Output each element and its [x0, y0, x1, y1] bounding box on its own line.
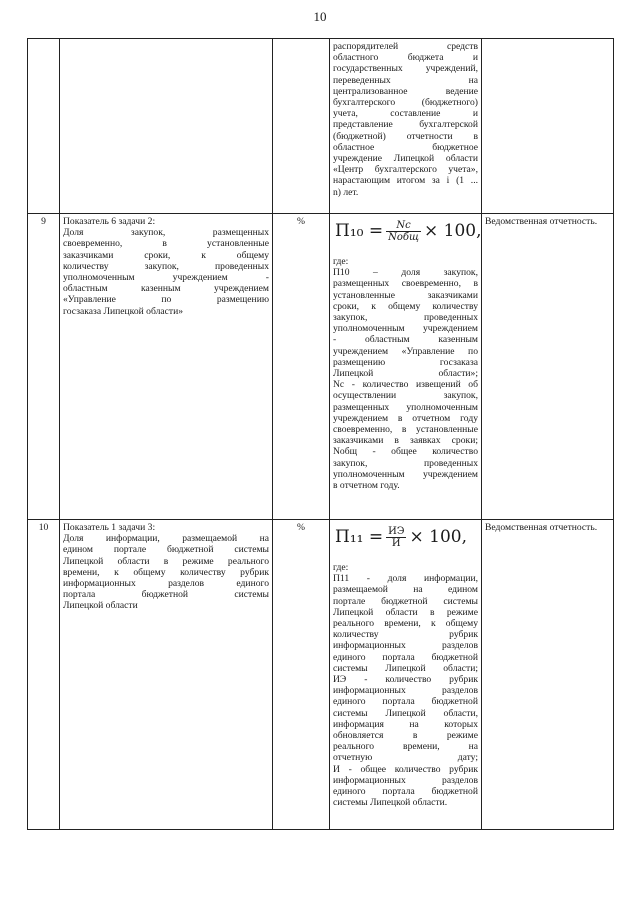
calculation-method-line: осуществлении закупок, [333, 390, 478, 402]
calculation-method-line: закупок, проведенных [333, 457, 478, 469]
indicators-table [27, 38, 614, 830]
indicator-name-line: Доля закупок, размещенных [63, 227, 269, 239]
indicator-name-line: портала бюджетной системы [63, 589, 269, 601]
calculation-method-line: системы Липецкой области, [333, 707, 478, 719]
calculation-method-line: информационных разделов [333, 685, 478, 697]
calculation-method-line: отчетную дату; [333, 752, 478, 764]
calculation-method-line: реального времени, на [333, 741, 478, 753]
indicator-name [60, 39, 273, 214]
calculation-method-line: информационных разделов [333, 774, 478, 786]
calculation-method-line: переведенных на [333, 74, 478, 86]
table-row [28, 39, 614, 214]
indicator-name-line: количеству закупок, проведенных [63, 260, 269, 272]
calculation-method-line: И - общее количество рубрик [333, 763, 478, 775]
calculation-method-line: единого портала бюджетной [333, 786, 478, 798]
formula-denominator: Nобщ [388, 232, 419, 244]
indicator-name-line: информационных разделов единого [63, 578, 269, 590]
calculation-method-line: в отчетном году. [333, 480, 400, 492]
indicator-name-line: «Управление по размещению [63, 294, 269, 306]
calculation-method-line: нарастающим итогом за i (1 ... [333, 175, 478, 187]
calculation-method-line: областное бюджетное [333, 141, 478, 153]
calculation-method-line: установленные заказчиками [333, 289, 478, 301]
formula-denominator: И [391, 538, 401, 550]
unit-cell: % [273, 214, 330, 520]
calculation-method-line: учреждением «Управление по [333, 345, 478, 357]
formula-rhs: × 100, [409, 527, 467, 548]
calculation-method-line: ИЭ - количество рубрик [333, 674, 478, 686]
calculation-method-line: где: [333, 256, 349, 267]
page-number: 10 [313, 9, 327, 24]
indicator-name-line: Показатель 1 задачи 3: [63, 522, 156, 533]
calculation-method-line: областного бюджета и [333, 52, 478, 64]
calculation-method-line: Липецкой области»; [333, 368, 478, 380]
formula [333, 522, 478, 562]
calculation-method-line: (бюджетной) отчетности в [333, 130, 478, 142]
formula-numerator: ИЭ [388, 526, 405, 537]
indicator-name-line: времени, к общему количеству рубрик [63, 566, 269, 578]
calculation-method-line: количеству рубрик [333, 629, 478, 641]
indicator-name-line: Показатель 6 задачи 2: [63, 216, 156, 227]
calculation-method-line: обновляется в режиме [333, 730, 478, 742]
calculation-method-line: размещенных своевременно, в [333, 278, 478, 290]
indicator-name-line: Липецкой области [63, 600, 138, 612]
calculation-method-line: - областным казенным [333, 334, 478, 346]
unit-cell: % [273, 520, 330, 830]
indicator-name-line: уполномоченным учреждением - [63, 272, 269, 284]
row-number: 9 [28, 214, 60, 520]
calculation-method-line: n) лет. [333, 186, 359, 198]
calculation-method-line: системы Липецкой области. [333, 797, 448, 809]
calculation-method-line: П11 - доля информации, [333, 573, 478, 585]
calculation-method-line: системы Липецкой области; [333, 662, 478, 674]
indicator-name-line: областным казенным учреждением [63, 283, 269, 295]
row-number [28, 39, 60, 214]
indicator-name-line: своевременно, в установленные [63, 238, 269, 250]
calculation-method-line: размещению госзаказа [333, 356, 478, 368]
indicator-name-line: Липецкой области в режиме реального [63, 555, 269, 567]
calculation-method-line: информация на которых [333, 718, 478, 730]
calculation-method [330, 39, 482, 214]
unit-cell [273, 39, 330, 214]
calculation-method-line: бухгалтерского (бюджетного) [333, 97, 478, 109]
indicator-name-line: госзаказа Липецкой области» [63, 305, 184, 317]
data-source [482, 39, 614, 214]
calculation-method-line: информационных разделов [333, 640, 478, 652]
table-row [28, 214, 614, 520]
calculation-method-line: портале бюджетной системы [333, 595, 478, 607]
data-source: Ведомственная отчетность. [482, 520, 614, 830]
calculation-method-line: учреждение Липецкой области [333, 153, 478, 165]
indicator-name-line: Доля информации, размещаемой на [63, 533, 269, 545]
indicator-name [60, 520, 273, 830]
calculation-method-line: учета, составление и [333, 108, 478, 120]
formula-fraction [386, 220, 421, 243]
calculation-method-line: Nс - количество извещений об [333, 379, 478, 391]
formula-lhs: П₁₀ = [335, 221, 384, 242]
formula-rhs: × 100, [424, 221, 482, 242]
indicator-name [60, 214, 273, 520]
formula-numerator: Nс [386, 220, 421, 232]
calculation-method-line: «Центр бухгалтерского учета», [333, 164, 478, 176]
calculation-method-line: реального времени, к общему [333, 618, 478, 630]
calculation-method-line: заказчиками в заявках сроки; [333, 435, 478, 447]
calculation-method-line: П10 – доля закупок, [333, 267, 478, 279]
calculation-method-line: представление бухгалтерской [333, 119, 478, 131]
data-source: Ведомственная отчетность. [482, 214, 614, 520]
calculation-method-line: уполномоченным учреждением [333, 323, 478, 335]
calculation-method-line: учреждением в отчетном году [333, 412, 478, 424]
calculation-method-line: распорядителей средств [333, 41, 478, 52]
calculation-method-line: единого портала бюджетной [333, 651, 478, 663]
formula-fraction [386, 526, 406, 549]
calculation-method [330, 214, 482, 520]
calculation-method-line: размещенных уполномоченным [333, 401, 478, 413]
formula [333, 216, 482, 256]
calculation-method-line: уполномоченным учреждением [333, 468, 478, 480]
row-number: 10 [28, 520, 60, 830]
calculation-method-line: сроки, к общему количеству [333, 300, 478, 312]
calculation-method-line: Липецкой области в режиме [333, 606, 478, 618]
calculation-method-line: размещаемой на едином [333, 584, 478, 596]
calculation-method-line: где: [333, 562, 349, 573]
calculation-method-line: закупок, проведенных [333, 312, 478, 324]
calculation-method-line: единого портала бюджетной [333, 696, 478, 708]
calculation-method-line: государственных учреждений, [333, 63, 478, 75]
formula-lhs: П₁₁ = [335, 527, 384, 548]
calculation-method-line: Nобщ - общее количество [333, 446, 478, 458]
calculation-method-line: централизованное ведение [333, 85, 478, 97]
indicator-name-line: едином портале бюджетной системы [63, 544, 269, 556]
table-row [28, 520, 614, 830]
indicator-name-line: заказчиками сроки, к общему [63, 249, 269, 261]
calculation-method-line: своевременно, в установленные [333, 424, 478, 436]
calculation-method [330, 520, 482, 830]
